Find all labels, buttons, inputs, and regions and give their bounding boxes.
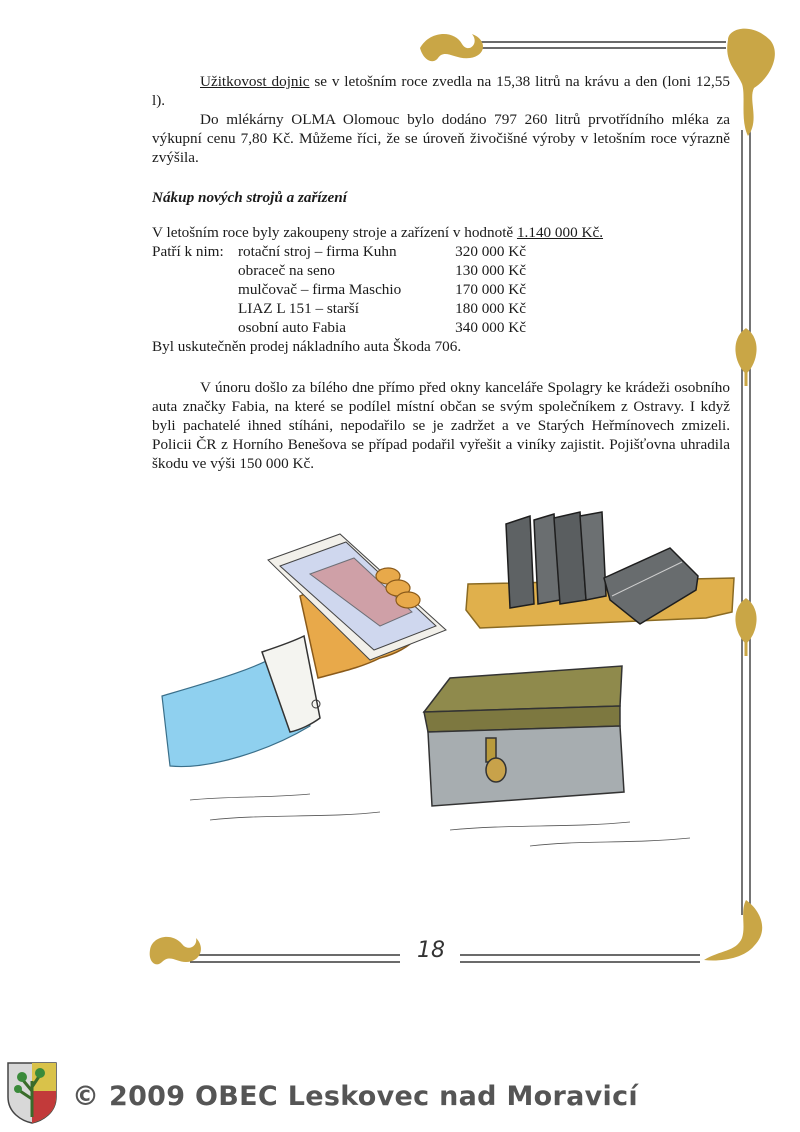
hand-drawn-illustration (150, 500, 750, 860)
copyright-notice: © 2009 OBEC Leskovec nad Moravicí (72, 1081, 638, 1112)
purchase-amount: 340 000 Kč (455, 319, 526, 336)
purchase-amount: 180 000 Kč (455, 300, 526, 317)
purchase-item: rotační stroj – firma Kuhn (238, 243, 397, 260)
cash-box-icon (424, 666, 624, 806)
purchases-table (152, 242, 526, 337)
purchase-item: LIAZ L 151 – starší (238, 300, 359, 317)
flourish-bottom-right (704, 900, 762, 960)
coat-of-arms-icon (6, 1061, 58, 1125)
purchase-amount: 320 000 Kč (455, 243, 526, 260)
footer (0, 1055, 800, 1132)
paragraph-theft: V únoru došlo za bílého dne přímo před okny kanceláře Spolagry ke krádeži osobního auta značky Fabia, na které se podílel místní občan se svým společníkem z Ostravy. I když byli pachatelé ihned stíháni, nepodařilo se je zadržet a ve Starých Heřmínovech zmizeli. Policii ČR z Horního Benešova se případ podařil vyřešit a viníky zajistit. Pojišťovna uhradila škodu ve výši 150 000 Kč. (152, 379, 730, 472)
paragraph-milk-delivery: Do mlékárny OLMA Olomouc bylo dodáno 797 260 litrů prvotřídního mléka za výkupní cenu 7,80 Kč. Můžeme říci, že se úroveň živočišné výroby v letošním roce výrazně zvýšila. (152, 111, 730, 166)
flourish-top-left (420, 34, 483, 61)
underlined-term: Užitkovost dojnic (200, 73, 310, 90)
purchase-amount: 130 000 Kč (455, 262, 526, 279)
purchase-item: mulčovač – firma Maschio (238, 281, 402, 298)
sale-note: Byl uskutečněn prodej nákladního auta Škoda 706. (152, 338, 462, 355)
document-body (152, 72, 730, 473)
table-row (152, 280, 526, 299)
flourish-right-1 (737, 330, 755, 386)
flourish-top-right (727, 29, 775, 136)
purchases-label: Patří k nim: (152, 243, 224, 260)
purchase-amount: 170 000 Kč (455, 281, 526, 298)
page-number: 18 (417, 938, 445, 963)
purchases-intro (152, 223, 730, 242)
section-heading: Nákup nových strojů a zařízení (152, 189, 347, 206)
purchase-item: obraceč na seno (238, 262, 335, 279)
flourish-bottom-left (150, 937, 201, 964)
purchase-item: osobní auto Fabia (238, 319, 346, 336)
table-row (152, 261, 526, 280)
paragraph-milk-yield (152, 72, 730, 110)
milk-yield-text: se v letošním roce zvedla na 15,38 litrů na krávu a den (loni 12,55 l). (152, 73, 730, 109)
table-row (152, 299, 526, 318)
table-row (152, 242, 526, 261)
purchases-intro-text: V letošním roce byly zakoupeny stroje a zařízení v hodnotě (152, 224, 517, 241)
purchases-total: 1.140 000 Kč. (516, 224, 604, 241)
table-row (152, 318, 526, 337)
